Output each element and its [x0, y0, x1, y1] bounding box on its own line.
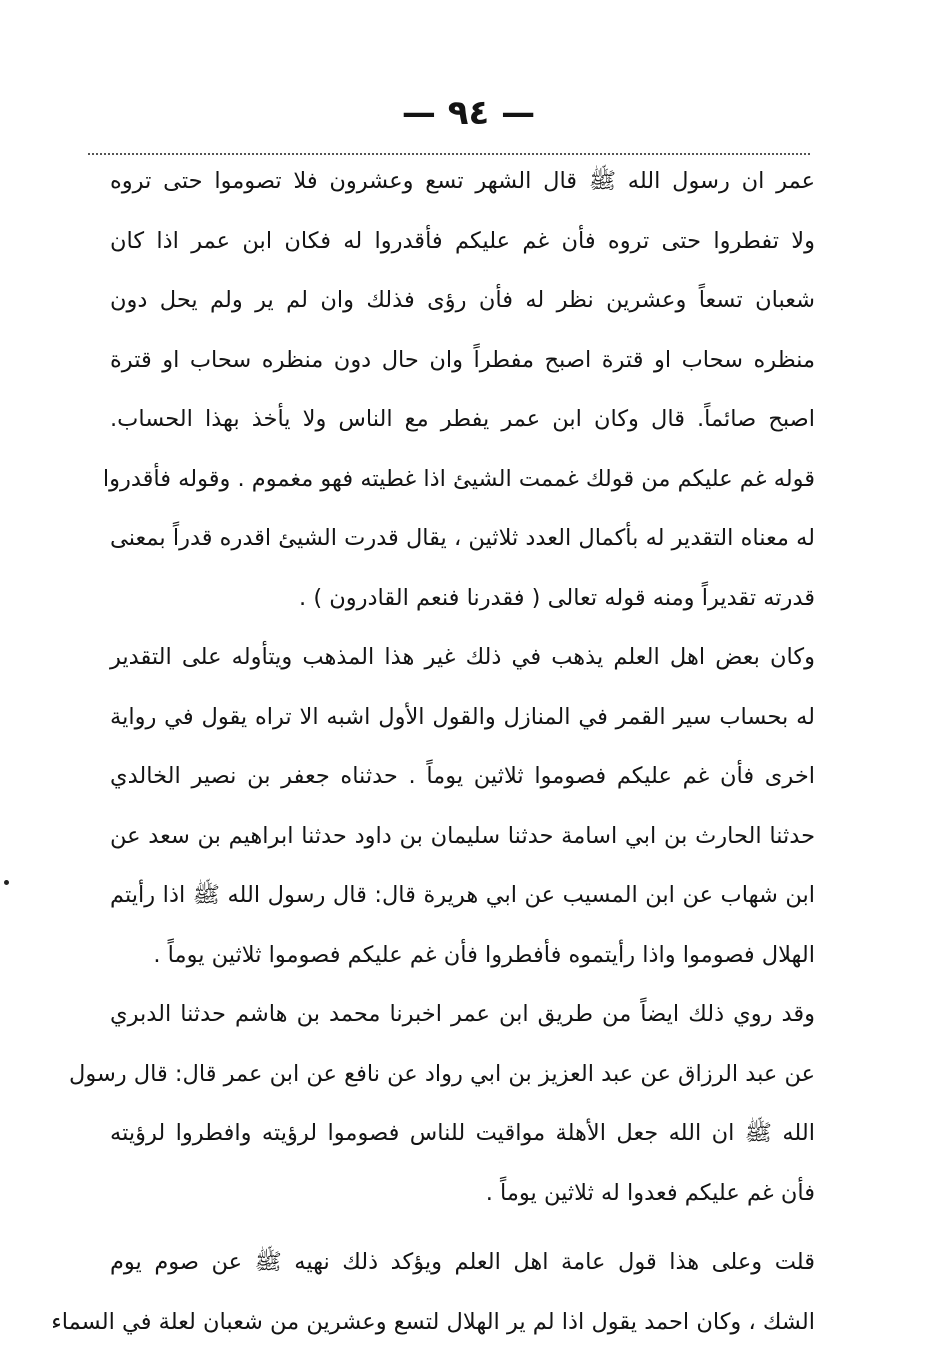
text-line: منظره سحاب او قترة اصبح مفطراً وان حال دون منظره سحاب او قترة: [110, 346, 815, 373]
text-line: عن عبد الرزاق عن عبد العزيز بن ابي رواد عن نافع عن ابن عمر قال: قال رسول: [68, 1060, 815, 1087]
text-line: قلت وعلى هذا قول عامة اهل العلم ويؤكد ذلك نهيه ﷺ عن صوم يوم: [110, 1249, 815, 1275]
text-line: ولا تفطروا حتى تروه فأن غم عليكم فأقدروا له فكان ابن عمر اذا كان: [110, 227, 815, 254]
text-line: وقد روي ذلك ايضاً من طريق ابن عمر اخبرنا محمد بن هاشم حدثنا الدبري: [110, 1001, 815, 1027]
text-line: ابن شهاب عن ابن المسيب عن ابي هريرة قال: قال رسول الله ﷺ اذا رأيتم: [110, 882, 815, 908]
text-line: فأن غم عليكم فعدوا له ثلاثين يوماً .: [485, 1179, 815, 1206]
text-line: وكان بعض اهل العلم يذهب في ذلك غير هذا المذهب ويتأوله على التقدير: [110, 644, 815, 670]
text-line: قوله غم عليكم من قولك غممت الشيئ اذا غطيته فهو مغموم . وقوله فأقدروا: [102, 465, 815, 492]
text-line: له معناه التقدير له بأكمال العدد ثلاثين ، يقال قدرت الشيئ اقدره قدراً بمعنى: [110, 525, 815, 551]
scan-speck: [4, 880, 9, 885]
text-line: الهلال فصوموا واذا رأيتموه فأفطروا فأن غم عليكم فصوموا ثلاثين يوماً .: [153, 941, 815, 968]
text-line: الله ﷺ ان الله جعل الأهلة مواقيت للناس فصوموا لرؤيته وافطروا لرؤيته: [110, 1120, 815, 1146]
main-text: [51, 152, 815, 1352]
text-line: الشك ، وكان احمد يقول اذا لم ير الهلال لتسع وعشرين من شعبان لعلة في السماء: [51, 1308, 815, 1335]
text-line: قدرته تقديراً ومنه قوله تعالى ( فقدرنا فنعم القادرون ) .: [299, 584, 815, 611]
text-line: شعبان تسعاً وعشرين نظر له فأن رؤى فذلك وان لم ير ولم يحل دون: [110, 287, 815, 313]
text-line: عمر ان رسول الله ﷺ قال الشهر تسع وعشرون فلا تصوموا حتى تروه: [110, 168, 815, 194]
text-line: اصبح صائماً. قال وكان ابن عمر يفطر مع الناس ولا يأخذ بهذا الحساب.: [110, 406, 815, 432]
page-number: — ٩٤ —: [401, 93, 536, 133]
text-line: اخرى فأن غم عليكم فصوموا ثلاثين يوماً . حدثناه جعفر بن نصير الخالدي: [110, 763, 815, 789]
text-line: له بحساب سير القمر في المنازل والقول الأول اشبه الا تراه يقول في رواية: [110, 703, 815, 730]
text-line: حدثنا الحارث بن ابي اسامة حدثنا سليمان بن داود حدثنا ابراهيم بن سعد عن: [110, 822, 815, 849]
